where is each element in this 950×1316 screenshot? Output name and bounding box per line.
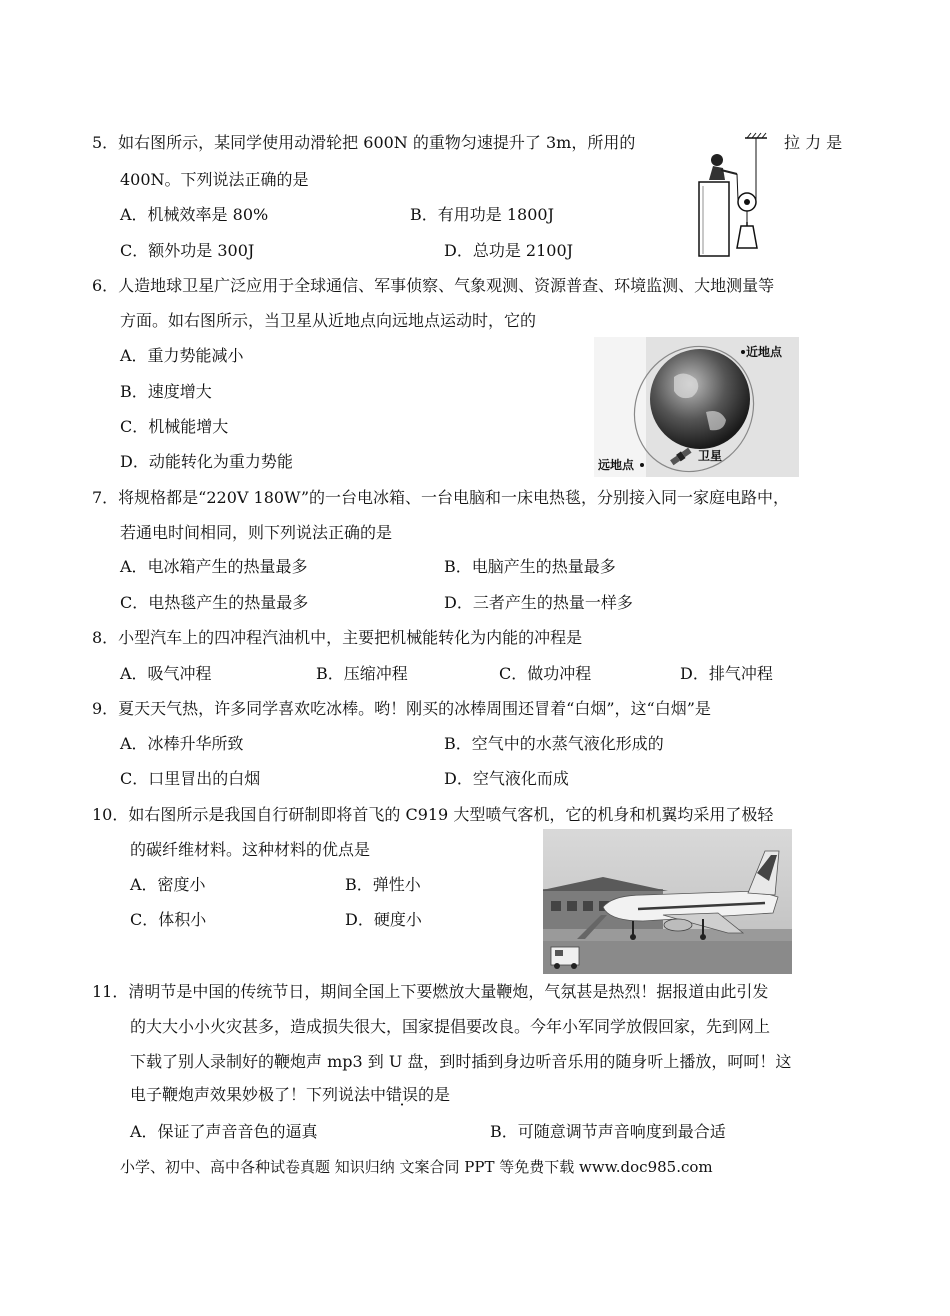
q10-option-d: D．硬度小 (345, 910, 422, 929)
q5-stem-line2: 400N。下列说法正确的是 (120, 170, 309, 189)
q10-option-a: A．密度小 (130, 875, 206, 894)
q8-option-c: C．做功冲程 (499, 664, 592, 683)
q8-option-d: D．排气冲程 (680, 664, 773, 683)
q8-option-a: A．吸气冲程 (120, 664, 212, 683)
q5-stem-line1: 5．如右图所示，某同学使用动滑轮把 600N 的重物匀速提升了 3m，所用的 (92, 133, 636, 152)
q5-option-c: C．额外功是 300J (120, 241, 255, 260)
q5-option-b: B．有用功是 1800J (410, 205, 554, 224)
q11-stem-line2: 的大大小小火灾甚多，造成损失很大，国家提倡要改良。今年小军同学放假回家，先到网上 (130, 1017, 771, 1036)
q7-option-a: A．电冰箱产生的热量最多 (120, 557, 308, 576)
q8-stem-line1: 8．小型汽车上的四冲程汽油机中，主要把机械能转化为内能的冲程是 (92, 628, 583, 647)
q11-stem-line1: 11．清明节是中国的传统节日，期间全国上下要燃放大量鞭炮，气氛甚是热烈！据报道由此引发 (92, 982, 769, 1001)
q5-option-d: D．总功是 2100J (444, 241, 574, 260)
q6-option-d: D．动能转化为重力势能 (120, 452, 293, 471)
q10-stem-line2: 的碳纤维材料。这种材料的优点是 (130, 840, 371, 859)
q5-option-a: A．机械效率是 80% (120, 205, 269, 224)
pulley-figure (695, 130, 785, 260)
q6-option-c: C．机械能增大 (120, 417, 229, 436)
q10-option-b: B．弹性小 (345, 875, 421, 894)
q6-stem-line2: 方面。如右图所示，当卫星从近地点向远地点运动时，它的 (120, 311, 537, 330)
q9-option-d: D．空气液化而成 (444, 769, 569, 788)
q11-option-b: B．可随意调节声音响度到最合适 (490, 1122, 726, 1141)
q9-option-a: A．冰棒升华所致 (120, 734, 244, 753)
q7-option-c: C．电热毯产生的热量最多 (120, 593, 309, 612)
q11-stem-line4 (130, 1085, 450, 1105)
q9-option-c: C．口里冒出的白烟 (120, 769, 261, 788)
q11-option-a: A．保证了声音音色的逼真 (130, 1122, 318, 1141)
q11-emphasis-word: 错误 (386, 1085, 419, 1104)
q10-option-c: C．体积小 (130, 910, 207, 929)
q5-stem-line1-end: 拉 力 是 (784, 133, 843, 152)
satellite-orbit-figure (594, 337, 799, 477)
q9-stem-line1: 9．夏天天气热，许多同学喜欢吃冰棒。哟！刚买的冰棒周围还冒着“白烟”，这“白烟”是 (92, 699, 711, 718)
c919-airplane-photo (543, 829, 792, 974)
apogee-label: 远地点 (598, 458, 635, 472)
q9-option-b: B．空气中的水蒸气液化形成的 (444, 734, 664, 753)
page-footer: 小学、初中、高中各种试卷真题 知识归纳 文案合同 PPT 等免费下载 www.doc985.com (120, 1158, 713, 1176)
satellite-label: 卫星 (698, 449, 723, 463)
perigee-label: 近地点 (746, 345, 783, 359)
q6-stem-line1: 6．人造地球卫星广泛应用于全球通信、军事侦察、气象观测、资源普查、环境监测、大地测量等 (92, 276, 775, 295)
q6-option-a: A．重力势能减小 (120, 346, 244, 365)
q11-stem-line3: 下载了别人录制好的鞭炮声 mp3 到 U 盘，到时插到身边听音乐用的随身听上播放，呵呵！这 (130, 1052, 792, 1071)
q8-option-b: B．压缩冲程 (316, 664, 408, 683)
q10-stem-line1: 10．如右图所示是我国自行研制即将首飞的 C919 大型喷气客机，它的机身和机翼均采用了极轻 (92, 805, 774, 824)
q7-stem-line2: 若通电时间相同，则下列说法正确的是 (120, 523, 393, 542)
q7-option-b: B．电脑产生的热量最多 (444, 557, 616, 576)
q7-option-d: D．三者产生的热量一样多 (444, 593, 633, 612)
q11-stem-line4-pre: 电子鞭炮声效果妙极了！下列说法中 (130, 1085, 387, 1104)
q7-stem-line1: 7．将规格都是“220V 180W”的一台电冰箱、一台电脑和一床电热毯，分别接入同一家庭电路中， (92, 488, 790, 507)
q6-option-b: B．速度增大 (120, 382, 212, 401)
q11-stem-line4-post: 的是 (418, 1085, 451, 1104)
